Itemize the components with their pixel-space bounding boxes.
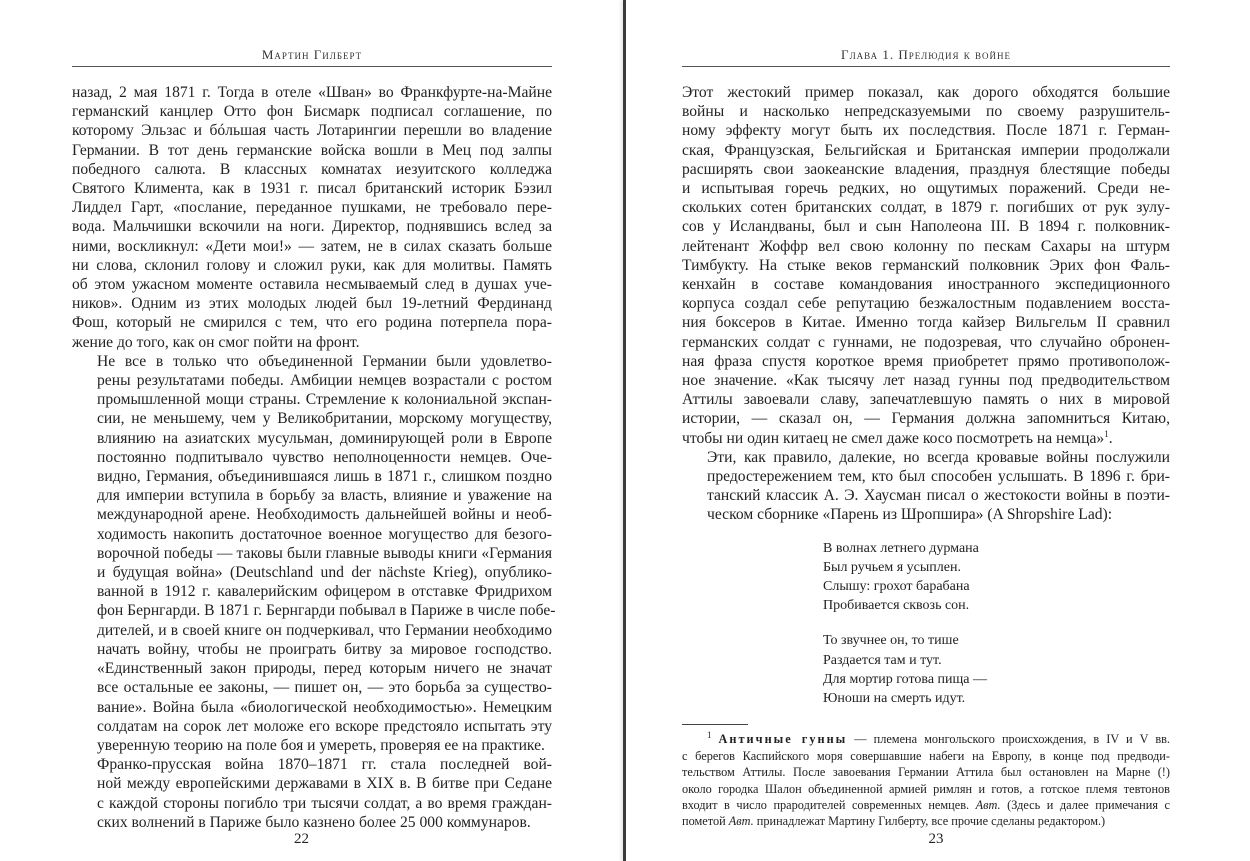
footnote-marker: 1	[707, 730, 712, 741]
text-line: уверенную теорию на поле боя и умереть, проверяя ее на практике.	[97, 736, 545, 754]
text-line: Франко-прусская война 1870–1871 гг. стала последней вой-	[97, 756, 552, 774]
text-line: Лиддел Гарт, «послание, переданное пушками, не требовало пере-	[72, 199, 552, 217]
left-page	[0, 0, 623, 861]
text-line: ников». Одним из этих молодых людей был 19-летний Фердинанд	[72, 295, 552, 313]
text-line: чтобы ни один китаец не смел даже косо посмотреть на немца»$^1$.	[682, 428, 1113, 447]
text-line: международной арене. Необходимость дальнейшей войны и необ-	[97, 506, 552, 524]
text-line: с каждой стороны погибло три тысячи солдат, а во время граждан-	[97, 794, 552, 812]
header-rule	[682, 66, 1170, 67]
text-line: ная фраза спустя короткое время приобретет прямо противополож-	[682, 352, 1170, 370]
footnote-text: пометой	[682, 814, 729, 829]
text-line: которому Эльзас и бóльшая часть Лотарингии перешли во владение	[72, 122, 552, 140]
poem	[823, 539, 1170, 709]
text-line: ских волнений в Париже было казнено более 25 000 коммунаров.	[97, 813, 531, 831]
left-body-text	[72, 83, 556, 832]
text-line: дителей, и в своей книге он подчеркивал, что Германии необходимо	[97, 621, 552, 639]
text-line: ческом сборнике «Парень из Шропшира» (A Shropshire Lad):	[707, 506, 1113, 524]
text-line: ними, воскликнул: «Дети мои!» — затем, не в силах сказать больше	[72, 237, 552, 255]
text-line: Германии. В тот день германские войска вошли в Мец под залпы	[72, 141, 552, 159]
text-line: для империи вступила в борьбу за власть, влияние и уважение на	[97, 487, 552, 505]
footnote-reference[interactable]: 1	[1104, 428, 1109, 439]
page-number: 23	[928, 831, 944, 847]
poem-verse: Юноши на смерть идут.	[823, 691, 966, 707]
header-rule	[72, 66, 552, 67]
text-line: и испытывая горечь редких, но ощутимых поражений. Среди не-	[682, 180, 1170, 198]
text-line: сии, не меньшему, чем у Великобритании, морскому могуществу,	[97, 410, 552, 428]
running-head-author: Мартин Гилберт	[261, 47, 363, 62]
text-line: ванной в 1912 г. кавалерийским офицером в отставке Фридрихом	[97, 583, 552, 601]
text-line: скольких сотен британских солдат, в 1879 г. погибших от рук зулу-	[682, 199, 1170, 217]
text-line: германских солдат с гуннами, не подозревая, что случайно обронен-	[682, 333, 1170, 351]
text-line: видно, Германия, объединившаяся лишь в 1871 г., слишком поздно	[97, 468, 552, 486]
poem-verse: Был ручьем я усыплен.	[823, 559, 961, 575]
text-line: лейтенант Жоффр вел свою колонну по пескам Сахары на штурм	[682, 237, 1170, 255]
footnote-line: около городка Шалон объединенной армией римлян и готов, а готское племя тевтонов	[682, 781, 1170, 796]
text-line: сов у Исландваны, был и сын Наполеона III. В 1894 г. полковник-	[682, 218, 1170, 236]
paragraph	[682, 83, 1170, 448]
page-number: 22	[294, 831, 309, 847]
text-line: и будущая война» (Deutschland und der nächste Krieg), опублико-	[97, 564, 552, 582]
text-line: Тимбукту. На стыке веков германский полковник Эрих фон Фаль-	[682, 256, 1170, 274]
footnote-text: (Здесь и далее примечания с	[1000, 797, 1170, 812]
author-mark: Авт.	[975, 797, 1001, 812]
text-line: предостережением тем, кто был способен услышать. В 1896 г. бри-	[707, 468, 1170, 486]
right-body-text	[682, 83, 1170, 830]
paragraph	[72, 755, 552, 832]
text-line: танский классик А. Э. Хаусман писал о жестокости войны в поэти-	[707, 487, 1170, 505]
text-line: «Единственный закон природы, перед которым ничего не значат	[97, 660, 552, 678]
footnote-term: Античные гунны	[718, 732, 848, 747]
text-line: корпуса создал себе репутацию безжалостным подавлением восста-	[682, 295, 1170, 313]
text-line: кенхайн в составе командования иностранного экспедиционного	[682, 276, 1170, 294]
text-line: вода. Мальчишки вскочили на ноги. Директор, поднявшись вслед за	[72, 218, 552, 236]
text-line: войны и насколько непредсказуемыми по своему разрушитель-	[682, 103, 1170, 121]
text-line: начать войну, чтобы не проиграть битву за мировое господство.	[97, 640, 552, 658]
right-page	[626, 0, 1250, 861]
paragraph	[682, 448, 1170, 525]
poem-verse: То звучнее он, то тише	[823, 633, 959, 649]
text-line: солдатам на сорок лет моложе его вскоре предстояло испытать эту	[97, 717, 552, 735]
text-punctuation: .	[1108, 429, 1113, 447]
text-line: ное значение. «Как тысячу лет назад гунны под предводительством	[682, 372, 1170, 390]
text-line: все остальные ее законы, — пишет он, — это борьба за существо-	[97, 679, 552, 697]
text-line: фон Бернгарди. В 1871 г. Бернгарди побывал в Париже в числе побе-	[97, 602, 556, 620]
poem-verse: Раздается там и тут.	[823, 652, 942, 668]
poem-stanza	[823, 631, 1170, 708]
author-mark: Авт.	[728, 814, 754, 829]
text-line: Аттилы завоевали славу, запечатлевшую память о них в мировой	[682, 391, 1170, 409]
poem-stanza	[823, 539, 1170, 616]
text-line: промышленной мощи страны. Стремление к колониальной экспан-	[97, 391, 552, 409]
footnote-text: — племена монгольского происхождения, в IV и V вв.	[847, 732, 1171, 747]
text-line: Святого Климента, как в 1931 г. писал британский историк Бэзил	[72, 180, 552, 198]
paragraph	[72, 83, 552, 352]
poem-verse: В волнах летнего дурмана	[823, 540, 979, 556]
footnote-text: входит в число прародителей современных немцев.	[682, 797, 976, 812]
text-line: ворочной победы — таковы были главные выводы книги «Германия	[97, 544, 552, 562]
text-line: об этом ужасном моменте оставила несмываемый след в душах уче-	[72, 276, 552, 294]
poem-verse: Пробивается сквозь сон.	[823, 598, 970, 614]
text-line: постоянно подпитывало чувство неполноценности немцев. Оче-	[97, 448, 552, 466]
poem-verse: Для мортир готова пища —	[823, 671, 988, 687]
footnote-line	[682, 813, 1170, 829]
text-line: Фош, который не смирился с тем, что его родина потерпела пора-	[72, 314, 552, 332]
poem-verse: Слышу: грохот барабана	[823, 579, 970, 595]
text-line: ному эффекту могут быть их последствия. После 1871 г. Герман-	[682, 122, 1170, 140]
text-line: назад, 2 мая 1871 г. Тогда в отеле «Шван» во Франкфурте-на-Майне	[72, 84, 552, 101]
text-line: Не все в только что объединенной Германии были удовлетво-	[97, 352, 552, 370]
text-line: расширять свои заокеанские владения, празднуя блестящие победы	[682, 160, 1170, 178]
text-line: Эти, как правило, далекие, но всегда кровавые войны послужили	[707, 448, 1170, 466]
text-line: победного салюта. В классных комнатах иезуитского колледжа	[72, 160, 552, 178]
footnote	[682, 731, 1170, 829]
text-line: истории, — сказал он, — Германия должна запомниться Китаю,	[682, 410, 1170, 428]
text-line: ной между европейскими державами в XIX в. В битве при Седане	[97, 775, 552, 793]
footnote-line	[682, 797, 1170, 813]
running-head-chapter: Глава 1. Прелюдия к войне	[841, 47, 1011, 62]
text-line: влиянию на азиатских мусульман, доминирующей роли в Европе	[97, 429, 552, 447]
text-line: ни слова, склонил голову и сложил руки, как для молитвы. Память	[72, 256, 552, 274]
text-line: ния боксеров в Китае. Именно тогда кайзер Вильгельм II сравнил	[682, 314, 1170, 332]
text-line: Этот жестокий пример показал, как дорого обходятся большие	[682, 84, 1170, 101]
text-line: жение до того, как он смог пойти на фронт.	[72, 333, 360, 351]
footnote-line: тельством Аттилы. После завоевания Германии Аттила был остановлен на Марне (!)	[682, 765, 1170, 780]
footnote-rule	[682, 724, 748, 725]
text-line: ходимость накопить достаточное военное могущество для безого-	[97, 525, 552, 543]
footnote-line: с берегов Каспийского моря совершавшие набеги на Европу, в конце под предводи-	[682, 748, 1170, 763]
text-line: германский канцлер Отто фон Бисмарк подписал соглашение, по	[72, 103, 552, 121]
text-line: рены результатами победы. Амбиции немцев возрастали с ростом	[97, 372, 552, 390]
footnote-text: принадлежат Мартину Гилберту, все прочие сделаны редактором.)	[753, 814, 1106, 829]
paragraph	[72, 352, 556, 755]
text-line: ская, Французская, Бельгийская и Британская империи продолжали	[682, 141, 1170, 159]
footnote-line	[682, 731, 1170, 747]
text-line: вание». Война была «биологической необходимостью». Немецким	[97, 698, 552, 716]
